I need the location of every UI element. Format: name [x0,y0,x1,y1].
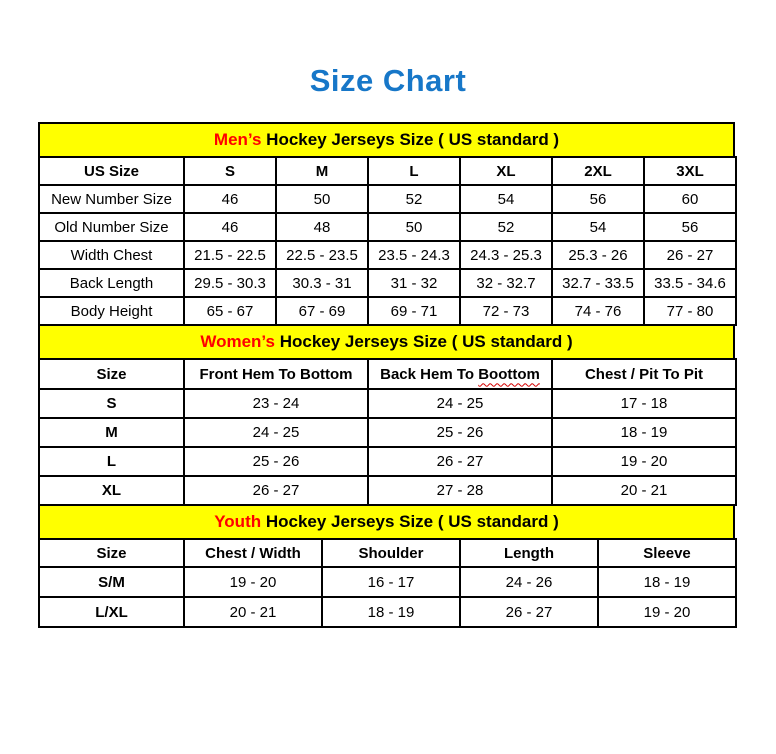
value-cell: 19 - 20 [184,567,322,597]
youth-section [38,504,735,628]
column-header: 3XL [644,157,736,185]
table-row [39,241,736,269]
table-row [39,447,736,476]
mens-band-highlight: Men’s [213,130,262,149]
misspelled-word: Boottom [478,365,540,383]
column-header: Size [39,359,184,389]
column-header [368,359,552,389]
value-cell: 56 [552,185,644,213]
value-cell: 72 - 73 [460,297,552,325]
column-header: Chest / Pit To Pit [552,359,736,389]
mens-section [38,122,735,326]
table-row [39,213,736,241]
value-cell: 52 [460,213,552,241]
value-cell: 22.5 - 23.5 [276,241,368,269]
womens-band-text: Hockey Jerseys Size ( US standard ) [274,332,573,351]
value-cell: 27 - 28 [368,476,552,505]
value-cell: 17 - 18 [552,389,736,418]
table-row [39,185,736,213]
value-cell: 69 - 71 [368,297,460,325]
column-header: S [184,157,276,185]
table-row [39,418,736,447]
page-title: Size Chart [309,63,467,98]
value-cell: 24 - 26 [460,567,598,597]
value-cell: 54 [552,213,644,241]
row-label: L/XL [39,597,184,627]
table-row [39,567,736,597]
value-cell: 18 - 19 [322,597,460,627]
row-label: New Number Size [39,185,184,213]
table-row [39,597,736,627]
value-cell: 25.3 - 26 [552,241,644,269]
value-cell: 26 - 27 [184,476,368,505]
value-cell: 46 [184,213,276,241]
row-label: Width Chest [39,241,184,269]
column-header: M [276,157,368,185]
table-row [39,297,736,325]
value-cell: 50 [368,213,460,241]
row-label: XL [39,476,184,505]
value-cell: 23.5 - 24.3 [368,241,460,269]
value-cell: 25 - 26 [184,447,368,476]
value-cell: 65 - 67 [184,297,276,325]
value-cell: 54 [460,185,552,213]
value-cell: 24 - 25 [184,418,368,447]
mens-table [38,156,737,326]
value-cell: 77 - 80 [644,297,736,325]
womens-section [38,324,735,506]
row-label: Old Number Size [39,213,184,241]
row-label: Back Length [39,269,184,297]
column-header: Size [39,539,184,567]
value-cell: 31 - 32 [368,269,460,297]
womens-band-highlight: Women’s [200,332,275,351]
value-cell: 60 [644,185,736,213]
value-cell: 16 - 17 [322,567,460,597]
value-cell: 50 [276,185,368,213]
row-label: M [39,418,184,447]
value-cell: 19 - 20 [552,447,736,476]
column-header: Sleeve [598,539,736,567]
value-cell: 30.3 - 31 [276,269,368,297]
value-cell: 29.5 - 30.3 [184,269,276,297]
value-cell: 74 - 76 [552,297,644,325]
youth-band-text: Hockey Jerseys Size ( US standard ) [261,512,559,531]
value-cell: 67 - 69 [276,297,368,325]
row-label: Body Height [39,297,184,325]
column-header: L [368,157,460,185]
mens-band [38,122,735,158]
table-row [39,389,736,418]
value-cell: 26 - 27 [644,241,736,269]
value-cell: 32.7 - 33.5 [552,269,644,297]
column-header: 2XL [552,157,644,185]
value-cell: 20 - 21 [552,476,736,505]
youth-band-highlight: Youth [214,512,262,531]
value-cell: 20 - 21 [184,597,322,627]
womens-band [38,324,735,360]
value-cell: 32 - 32.7 [460,269,552,297]
column-header: Shoulder [322,539,460,567]
youth-table [38,538,737,628]
value-cell: 52 [368,185,460,213]
youth-band [38,504,735,540]
value-cell: 26 - 27 [460,597,598,627]
table-row [39,269,736,297]
womens-table [38,358,737,506]
mens-header-row [39,157,736,185]
value-cell: 33.5 - 34.6 [644,269,736,297]
value-cell: 18 - 19 [598,567,736,597]
column-header: Length [460,539,598,567]
size-chart [38,122,735,628]
row-label: L [39,447,184,476]
value-cell: 18 - 19 [552,418,736,447]
column-header: Chest / Width [184,539,322,567]
table-row [39,476,736,505]
column-header: US Size [39,157,184,185]
value-cell: 24 - 25 [368,389,552,418]
youth-header-row [39,539,736,567]
value-cell: 19 - 20 [598,597,736,627]
column-header: XL [460,157,552,185]
value-cell: 46 [184,185,276,213]
value-cell: 56 [644,213,736,241]
value-cell: 48 [276,213,368,241]
value-cell: 23 - 24 [184,389,368,418]
value-cell: 24.3 - 25.3 [460,241,552,269]
womens-header-row [39,359,736,389]
row-label: S [39,389,184,418]
column-header-text: Back Hem To [380,365,479,383]
mens-band-text: Hockey Jerseys Size ( US standard ) [261,130,560,149]
value-cell: 25 - 26 [368,418,552,447]
column-header: Front Hem To Bottom [184,359,368,389]
value-cell: 26 - 27 [368,447,552,476]
value-cell: 21.5 - 22.5 [184,241,276,269]
row-label: S/M [39,567,184,597]
